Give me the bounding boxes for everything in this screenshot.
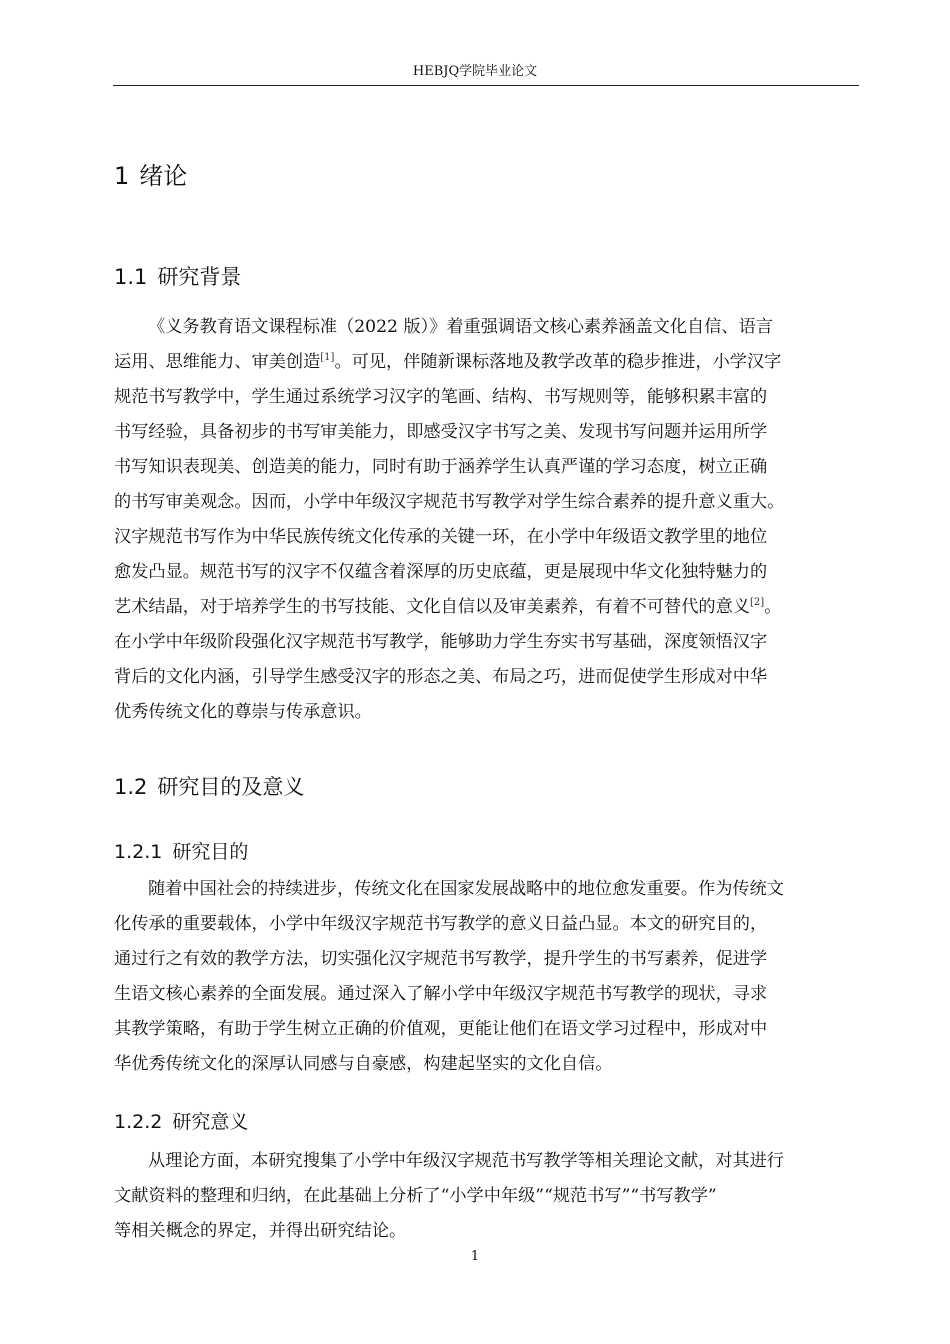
paragraph-line: 《义务教育语文课程标准（2022 版）》着重强调语文核心素养涵盖文化自信、语言 <box>148 317 773 337</box>
section-heading-1-1 <box>114 262 241 292</box>
paragraph-line: 随着中国社会的持续进步，传统文化在国家发展战略中的地位愈发重要。作为传统文 <box>148 879 784 899</box>
paragraph-research-background <box>114 310 860 730</box>
section-title: 研究背景 <box>157 265 242 289</box>
paragraph-line: 在小学中年级阶段强化汉字规范书写教学，能够助力学生夯实书写基础，深度领悟汉字 <box>114 632 768 652</box>
paragraph-line: 愈发凸显。规范书写的汉字不仅蕴含着深厚的历史底蕴，更是展现中华文化独特魅力的 <box>114 562 768 582</box>
page-number: 1 <box>470 1249 480 1264</box>
subsection-heading-1-2-2 <box>114 1108 248 1136</box>
paragraph-research-significance <box>114 1144 860 1249</box>
chapter-title: 绪论 <box>139 162 188 190</box>
text-run: 运用、思维能力、审美创造 <box>114 352 321 372</box>
chapter-heading <box>114 158 187 194</box>
paragraph-line: 从理论方面，本研究搜集了小学中年级汉字规范书写教学等相关理论文献，对其进行 <box>148 1151 784 1171</box>
section-heading-1-2 <box>114 772 304 802</box>
paragraph-line: 汉字规范书写作为中华民族传统文化传承的关键一环，在小学中年级语文教学里的地位 <box>114 527 768 547</box>
paragraph-line: 的书写审美观念。因而，小学中年级汉字规范书写教学对学生综合素养的提升意义重大。 <box>114 492 785 512</box>
paragraph-line: 华优秀传统文化的深厚认同感与自豪感，构建起坚实的文化自信。 <box>114 1054 613 1074</box>
text-run: 。 <box>764 597 782 617</box>
paragraph-research-purpose <box>114 872 860 1082</box>
paragraph-line: 背后的文化内涵，引导学生感受汉字的形态之美、布局之巧，进而促使学生形成对中华 <box>114 667 768 687</box>
paragraph-line: 化传承的重要载体，小学中年级汉字规范书写教学的意义日益凸显。本文的研究目的， <box>114 914 768 934</box>
paragraph-line <box>114 345 860 380</box>
section-number: 1.1 <box>114 265 148 289</box>
paragraph-line: 通过行之有效的教学方法，切实强化汉字规范书写教学，提升学生的书写素养，促进学 <box>114 949 768 969</box>
subsection-title: 研究目的 <box>172 841 249 863</box>
text-run: 。可见，伴随新课标落地及教学改革的稳步推进，小学汉字 <box>334 352 782 372</box>
paragraph-line: 其教学策略，有助于学生树立正确的价值观，更能让他们在语文学习过程中，形成对中 <box>114 1019 768 1039</box>
section-number: 1.2 <box>114 775 148 799</box>
subsection-number: 1.2.2 <box>114 1111 163 1133</box>
paragraph-line: 文献资料的整理和归纳，在此基础上分析了“小学中年级”“规范书写”“书写教学” <box>114 1186 717 1206</box>
subsection-title: 研究意义 <box>172 1111 249 1133</box>
paragraph-line: 生语文核心素养的全面发展。通过深入了解小学中年级汉字规范书写教学的现状，寻求 <box>114 984 768 1004</box>
header-rule <box>113 85 859 86</box>
subsection-number: 1.2.1 <box>114 841 163 863</box>
chapter-number: 1 <box>114 162 130 190</box>
paragraph-line: 书写知识表现美、创造美的能力，同时有助于涵养学生认真严谨的学习态度，树立正确 <box>114 457 768 477</box>
paragraph-line <box>114 590 860 625</box>
text-run: 艺术结晶，对于培养学生的书写技能、文化自信以及审美素养，有着不可替代的意义 <box>114 597 750 617</box>
section-title: 研究目的及意义 <box>157 775 305 799</box>
citation-ref-2[interactable]: [2] <box>749 597 765 608</box>
paragraph-line: 等相关概念的界定，并得出研究结论。 <box>114 1221 407 1241</box>
paragraph-line: 规范书写教学中，学生通过系统学习汉字的笔画、结构、书写规则等，能够积累丰富的 <box>114 387 768 407</box>
paragraph-line: 书写经验，具备初步的书写审美能力，即感受汉字书写之美、发现书写问题并运用所学 <box>114 422 768 442</box>
running-header: HEBJQ学院毕业论文 <box>412 64 538 79</box>
paragraph-line: 优秀传统文化的尊崇与传承意识。 <box>114 702 372 722</box>
citation-ref-1[interactable]: [1] <box>320 352 335 363</box>
subsection-heading-1-2-1 <box>114 838 248 866</box>
